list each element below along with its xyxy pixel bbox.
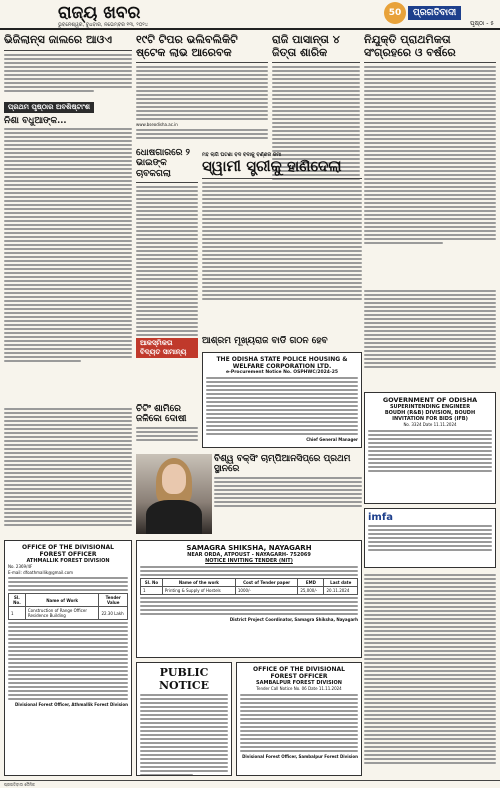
notice-subtitle: e-Procurement Notice No. OSPHWC/2024-25 <box>226 370 338 375</box>
newspaper-brand: ପ୍ରଗତିବାଦୀ <box>408 6 461 20</box>
notice-ref: No. 3324 Date 11.11.2024 <box>403 422 457 427</box>
story-vigilance <box>4 34 132 404</box>
notice-title: THE ODISHA STATE POLICE HOUSING & WELFARE CORPORATION LTD. <box>216 356 348 370</box>
headline-raji: ରାଜି ପାସାନ୍ତା ୪ ଜିତ୍ତା ଶାରିକ <box>272 34 340 59</box>
notice-title: OFFICE OF THE DIVISIONAL FOREST OFFICER <box>253 666 345 680</box>
table-header: Tender Value <box>99 594 128 607</box>
headline-husband-wife: ସ୍ୱାମୀ ସ୍ତ୍ରୀକୁ ହାଣିଦେଲା <box>202 157 342 175</box>
divider <box>202 178 362 179</box>
boxer-photo <box>136 454 212 534</box>
table-cell: Printing & Supply of Hostels <box>162 587 235 595</box>
notice-subtitle: BOUDH (R&B) DIVISION, BOUDH <box>384 410 476 416</box>
table-cell: 1000/- <box>235 587 297 595</box>
notice-title: GOVERNMENT OF ODISHA <box>382 396 478 404</box>
notice-police-housing <box>202 352 362 448</box>
notice-signature: Divisional Forest Officer, Athmallik Forest Division <box>14 702 128 707</box>
story-col1-continued <box>4 406 132 536</box>
headline-recruitment: ନିଯୁକ୍ତି ପ୍ରାଥମିକତା ସଂଗ୍ରହରେ ଓ ବର୍ଷରେ <box>364 34 456 59</box>
divider <box>364 62 496 63</box>
notice-ref: No. 2369/4F <box>8 564 33 569</box>
story-brothers <box>136 148 198 398</box>
notice-athmallik-forest <box>4 540 132 776</box>
notice-signature: Chief General Manager <box>306 437 358 442</box>
dateline: ଭୁବନେଶ୍ୱର, ବୁଧବାର, ନଭେମ୍ବର ୧୩, ୨୦୨୪ <box>58 22 149 28</box>
table-header: Name of the work <box>162 579 235 587</box>
divider <box>272 62 360 63</box>
masthead <box>0 0 500 30</box>
photo-caption: ବିଶ୍ୱ ବକ୍ସିଂ ଚାମ୍ପିଆନସିପ୍ରେ ପ୍ରଥମ ସ୍ଥାନରେ <box>214 454 351 475</box>
notice-title: OFFICE OF THE DIVISIONAL FOREST OFFICER <box>22 544 114 558</box>
story-husband-wife <box>202 152 362 332</box>
divider <box>136 62 268 63</box>
notice-nit: NOTICE INVITING TENDER (NIT) <box>205 558 293 564</box>
notice-subtitle: INVITATION FOR BIDS (IFB) <box>392 416 468 422</box>
notice-sambalpur-forest <box>236 662 362 776</box>
subhead-accident: ଆକସ୍ମିକତା ବିଦ୍ୟତ ସାମାନ୍ୟ <box>136 338 198 358</box>
footer-strip <box>0 780 500 788</box>
notice-signature: District Project Coordinator, Samagra Shiksha, Nayagarh <box>229 617 358 622</box>
ad-imfa <box>364 508 496 568</box>
kicker-fraud: ଚିଟିଂ ଶାମିରେ ଜଳିକୋ ଦୋଷୀ <box>136 404 187 425</box>
headline-ashram: ଆଶ୍ରମ ମୂଖ୍ୟରାଜ ବାର୍ଡି ଗଠନ ହେବ <box>202 336 328 346</box>
imfa-logo: imfa <box>368 512 393 523</box>
photo-caption-box <box>214 454 362 534</box>
table-cell: Construction of Range Officer Residence Building <box>25 607 99 620</box>
footer-text: ପ୍ରଗତିବାଦୀ ଦୈନିକ <box>4 782 35 787</box>
table-header: Sl. No <box>141 579 163 587</box>
notice-samagra-shiksha <box>136 540 362 658</box>
table-cell: 25,000/- <box>298 587 324 595</box>
section-title: ରାଜ୍ୟ ଖବର <box>58 3 141 23</box>
divider <box>136 182 198 183</box>
website-link[interactable]: www.bseodisha.ac.in <box>136 122 178 128</box>
notice-email[interactable]: E-mail: dfoathmallik@gmail.com <box>8 569 74 575</box>
notice-title: PUBLIC NOTICE <box>158 666 210 692</box>
tender-table <box>8 593 128 620</box>
story-ashram <box>202 336 362 350</box>
notice-subtitle: SUPERINTENDING ENGINEER <box>389 404 471 410</box>
page-number: ପୃଷ୍ଠା - ୫ <box>470 20 495 27</box>
table-cell: 1 <box>9 607 26 620</box>
story-right-continued <box>364 288 496 388</box>
headline-vigilance: ଭିଜିଲାନ୍ସ ଜାଲରେ ଆଓଏ <box>4 34 112 46</box>
anniversary-emblem-icon: 50 <box>384 2 406 24</box>
table-cell: 22.30 Lakh <box>99 607 128 620</box>
story-right-bottom <box>364 572 496 776</box>
notice-subtitle: SAMBALPUR FOREST DIVISION <box>256 680 342 686</box>
story-recruitment <box>364 34 496 284</box>
table-cell: 1 <box>141 587 163 595</box>
kicker-husband: ମହ ଲାଗି ଘଟଣା ବଦ ବଦାକୁ ବର୍ଣ୍ଣର ଜମା <box>202 152 282 158</box>
notice-govt-odisha <box>364 392 496 504</box>
divider <box>4 50 132 51</box>
notice-ref: Tender Call Notice No. 06 Date 11.11.2024 <box>256 686 342 691</box>
headline-brothers: ଧୋଷଗାରରେ ୨ ଭାଇଙ୍କ ଚାବକଗଲା <box>136 148 191 179</box>
notice-subtitle: ATHMALLIK FOREST DIVISION <box>26 558 110 564</box>
notice-title: SAMAGRA SHIKSHA, NAYAGARH <box>186 544 312 552</box>
notice-signature: Divisional Forest Officer, Sambalpur Forest Division <box>242 753 358 759</box>
notice-public <box>136 662 232 776</box>
story-fraud <box>136 404 198 452</box>
table-cell: 20.11.2024 <box>324 587 358 595</box>
table-header: Last date <box>324 579 358 587</box>
headline-tipper: ୧୯ଟି ଟିପର ଭଲିବଲିକିଟି ଷ୍ଟେକ ଲାଭ ଆରେବକ <box>136 34 238 59</box>
tender-table <box>140 578 358 595</box>
table-header: Sl. No. <box>9 594 26 607</box>
table-header: Name of Work <box>25 594 99 607</box>
story-tipper <box>136 34 268 144</box>
kicker-headline: ନିଶା ବଧୁଆଙ୍କ... <box>4 115 67 126</box>
continuation-subhead: ପ୍ରଥମ ପୃଷ୍ଠାର ଅବଶିଷ୍ଟାଂଶ <box>4 102 94 113</box>
table-header: Cost of Tender paper <box>235 579 297 587</box>
notice-subtitle: NEAR ORDA, ATPOUST - NAYAGARH- 752069 <box>187 552 311 558</box>
table-header: EMD <box>298 579 324 587</box>
